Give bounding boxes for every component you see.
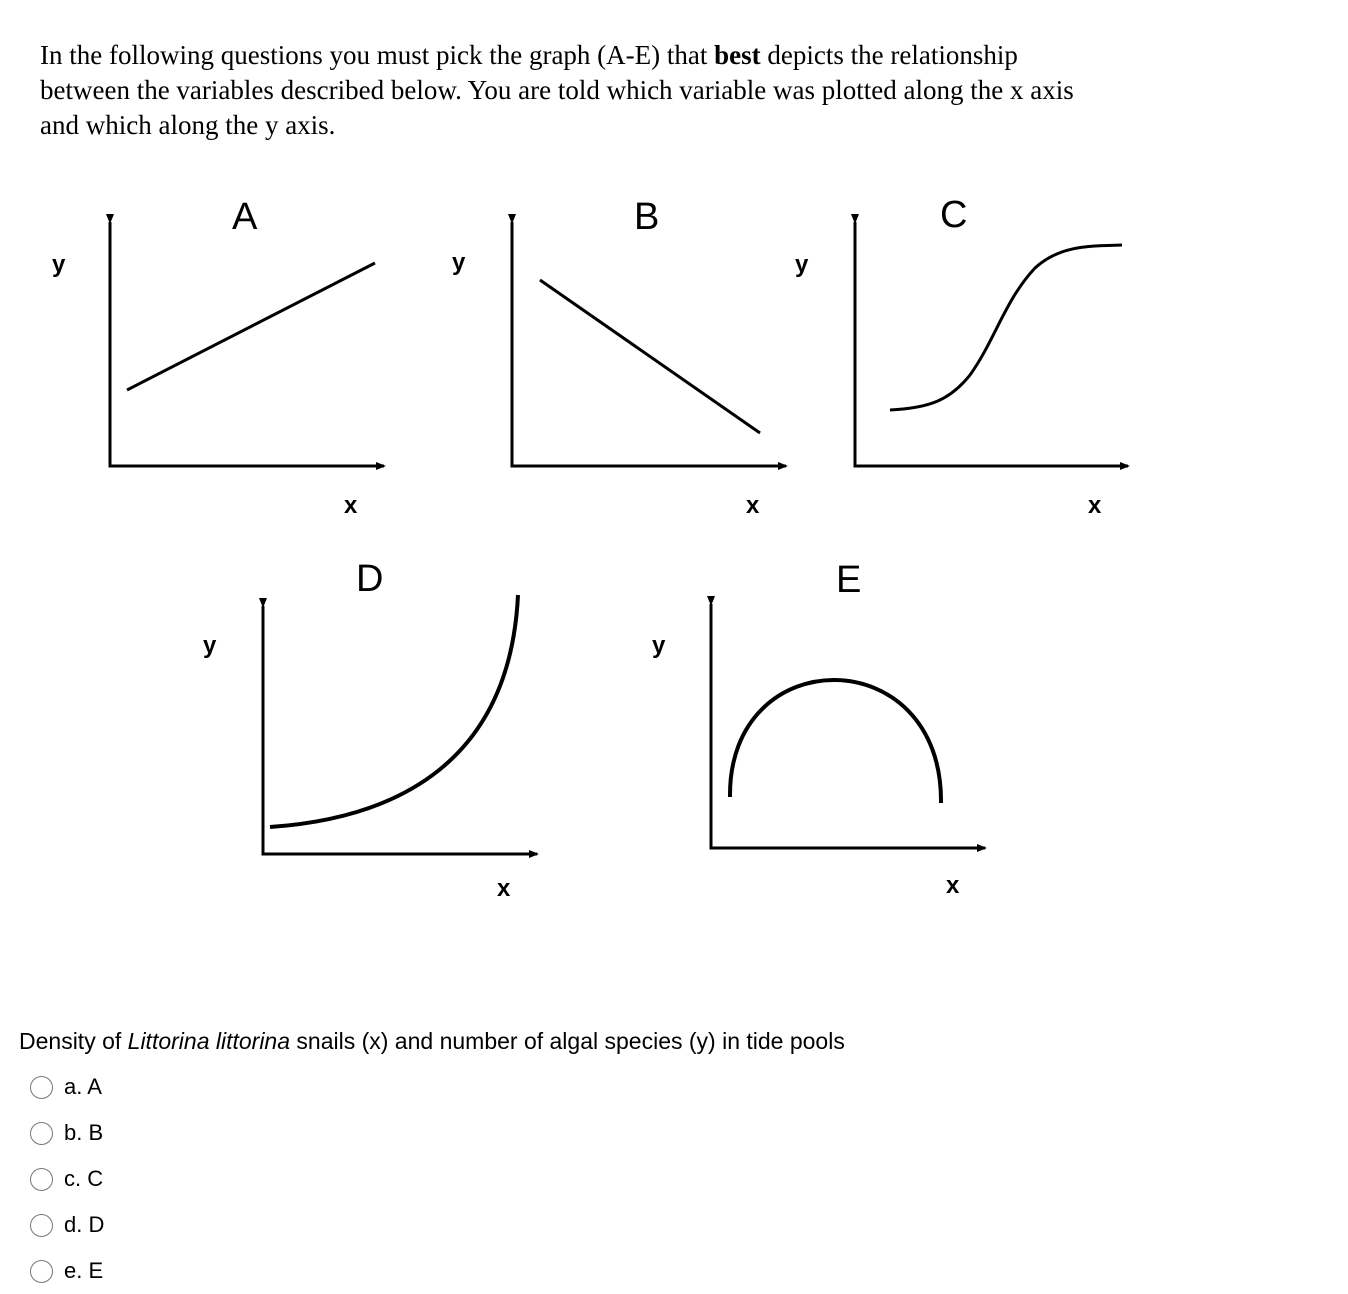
- graph-b: [512, 222, 786, 466]
- graph-letter-c: C: [940, 194, 968, 236]
- axes: [110, 222, 384, 466]
- option-label: e. E: [64, 1258, 104, 1283]
- question-part: Density of: [19, 1028, 128, 1054]
- y-label-d: y: [203, 632, 217, 659]
- question-text: [19, 1028, 845, 1055]
- axes: [855, 222, 1128, 466]
- graph-letter-e: E: [836, 559, 862, 601]
- axes: [512, 222, 786, 466]
- graph-letter-a: A: [232, 196, 258, 238]
- x-label-b: x: [746, 492, 760, 519]
- graph-c: [855, 222, 1128, 466]
- x-label-e: x: [946, 872, 960, 899]
- intro-bold: best: [714, 40, 761, 70]
- y-label-c: y: [795, 251, 809, 278]
- radio-button[interactable]: [30, 1168, 53, 1191]
- graph-a: [110, 222, 384, 466]
- curve-e: [730, 680, 941, 803]
- graph-d: [263, 595, 537, 854]
- option-e[interactable]: [30, 1256, 103, 1286]
- option-label: c. C: [64, 1166, 104, 1191]
- graph-letter-d: D: [356, 558, 384, 600]
- option-d[interactable]: [30, 1210, 104, 1240]
- curve-a: [127, 263, 375, 390]
- axes: [711, 604, 985, 848]
- graph-letter-b: B: [634, 196, 660, 238]
- intro-text: depicts the relationship: [760, 40, 1018, 70]
- curve-c: [890, 245, 1122, 410]
- curve-b: [540, 280, 760, 433]
- radio-button[interactable]: [30, 1214, 53, 1237]
- x-label-c: x: [1088, 492, 1102, 519]
- option-b[interactable]: [30, 1118, 103, 1148]
- intro-text: In the following questions you must pick the graph (A-E) that: [40, 40, 715, 70]
- radio-button[interactable]: [30, 1122, 53, 1145]
- option-label: d. D: [64, 1212, 105, 1237]
- radio-button[interactable]: [30, 1260, 53, 1283]
- question-part: snails (x) and number of algal species (y) in tide pools: [290, 1028, 845, 1054]
- y-label-b: y: [452, 249, 466, 276]
- x-label-a: x: [344, 492, 358, 519]
- option-label: a. A: [64, 1074, 102, 1099]
- axes: [263, 606, 537, 854]
- option-a[interactable]: [30, 1072, 102, 1102]
- option-c[interactable]: [30, 1164, 103, 1194]
- y-label-e: y: [652, 632, 666, 659]
- intro-text: between the variables described below. You are told which variable was plotted along the x axis: [40, 75, 1074, 105]
- y-label-a: y: [52, 251, 66, 278]
- x-label-d: x: [497, 875, 511, 902]
- radio-button[interactable]: [30, 1076, 53, 1099]
- curve-d: [270, 595, 518, 827]
- graph-e: [711, 604, 985, 848]
- species-name: Littorina littorina: [127, 1028, 291, 1054]
- option-label: b. B: [64, 1120, 104, 1145]
- intro-text: and which along the y axis.: [40, 110, 336, 140]
